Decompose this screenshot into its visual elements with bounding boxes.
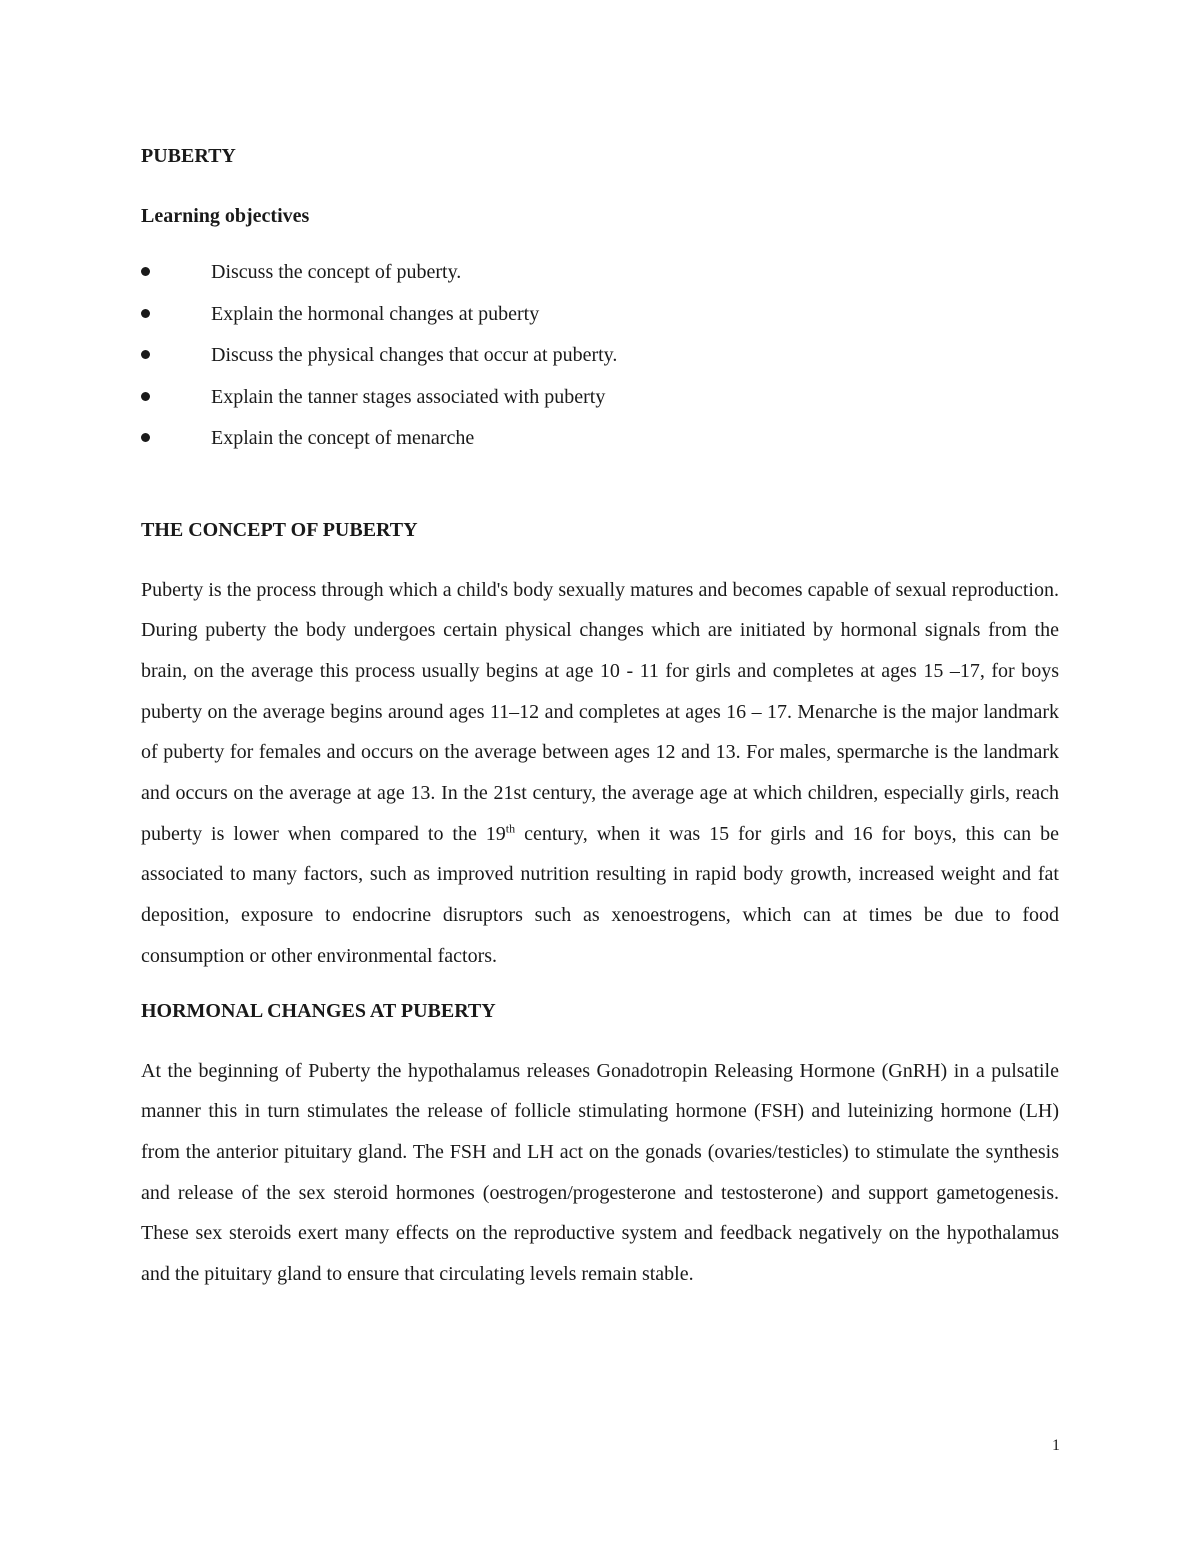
paragraph-text: Puberty is the process through which a child's body sexually matures and becomes capable of sexual reproduction. During puberty the body undergoes certain physical changes which are initiated by hormonal signals from the brain, on the average this process usually begins at age 10 - 11 for girls and completes at ages 15 –17, for boys puberty on the average begins around ages 11–12 and completes at ages 16 – 17. Menarche is the major landmark of puberty for females and occurs on the average between ages 12 and 13. For males, spermarche is the landmark and occurs on the average at age 13. In the 21st century, the average age at which children, especially girls, reach puberty is lower when compared to the 19 bbox=[141, 578, 1059, 845]
document-title: PUBERTY bbox=[141, 145, 236, 167]
bullet-icon bbox=[141, 433, 150, 442]
list-item bbox=[141, 377, 1059, 419]
bullet-icon bbox=[141, 309, 150, 318]
objective-text: Explain the tanner stages associated with puberty bbox=[211, 385, 606, 408]
bullet-icon bbox=[141, 267, 150, 276]
list-item bbox=[141, 252, 1059, 294]
section-heading-hormonal: HORMONAL CHANGES AT PUBERTY bbox=[141, 999, 496, 1022]
concept-paragraph bbox=[141, 570, 1059, 977]
list-item bbox=[141, 294, 1059, 336]
section-heading-concept: THE CONCEPT OF PUBERTY bbox=[141, 518, 418, 541]
objective-text: Explain the hormonal changes at puberty bbox=[211, 302, 540, 325]
learning-objectives-heading: Learning objectives bbox=[141, 205, 310, 227]
page-number: 1 bbox=[1052, 1437, 1060, 1454]
objective-text: Discuss the concept of puberty. bbox=[211, 261, 462, 283]
list-item bbox=[141, 418, 1059, 460]
objectives-list bbox=[141, 252, 1059, 460]
bullet-icon bbox=[141, 350, 150, 359]
bullet-icon bbox=[141, 392, 150, 401]
page-content bbox=[141, 140, 1059, 1313]
hormonal-paragraph: At the beginning of Puberty the hypothalamus releases Gonadotropin Releasing Hormone (GnRH) in a pulsatile manner this in turn stimulates the release of follicle stimulating hormone (FSH) and luteinizing hormone (LH) from the anterior pituitary gland. The FSH and LH act on the gonads (ovaries/testicles) to stimulate the synthesis and release of the sex steroid hormones (oestrogen/progesterone and testosterone) and support gametogenesis. These sex steroids exert many effects on the reproductive system and feedback negatively on the hypothalamus and the pituitary gland to ensure that circulating levels remain stable. bbox=[141, 1059, 1059, 1286]
objective-text: Explain the concept of menarche bbox=[211, 427, 475, 449]
paragraph-text: century, when it was 15 for girls and 16 for boys, this can be associated to many factors, such as improved nutrition resulting in rapid body growth, increased weight and fat deposition, exposure to endocrine disruptors such as xenoestrogens, which can at times be due to food consumption or other environmental factors. bbox=[141, 822, 1060, 967]
superscript: th bbox=[505, 821, 516, 836]
objective-text: Discuss the physical changes that occur at puberty. bbox=[211, 344, 618, 366]
list-item bbox=[141, 335, 1059, 377]
